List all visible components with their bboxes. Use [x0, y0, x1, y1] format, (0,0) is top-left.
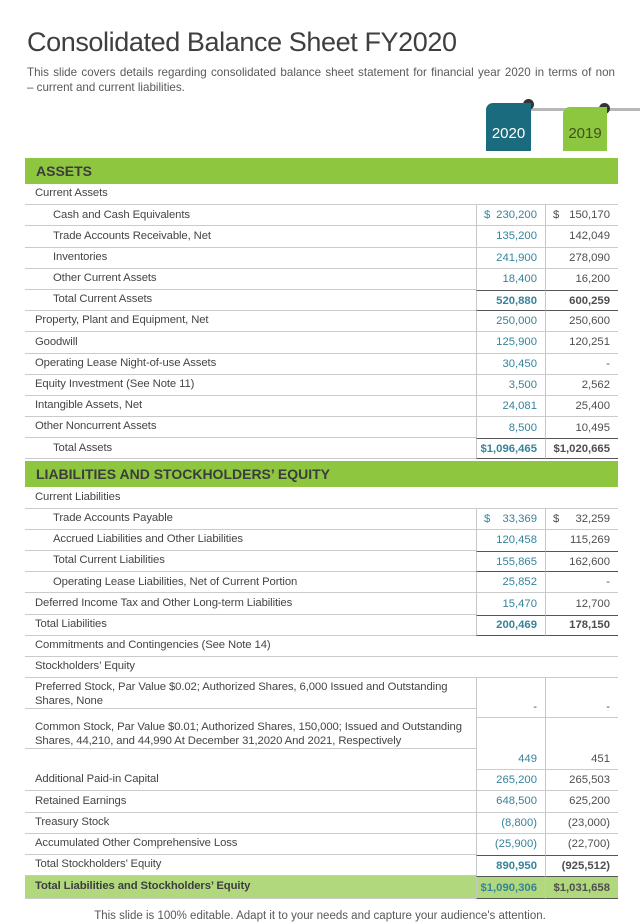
balance-sheet-table — [25, 158, 618, 899]
value-2020 — [476, 636, 545, 657]
dollar-sign: $ — [553, 512, 560, 525]
row-label: Current Assets — [25, 184, 476, 205]
table-row — [25, 290, 618, 311]
value-2020: 200,469 — [476, 615, 545, 636]
row-label: Accumulated Other Comprehensive Loss — [25, 834, 476, 855]
value-2019 — [545, 184, 618, 205]
row-label: Total Stockholders’ Equity — [25, 855, 476, 876]
value-2019 — [545, 636, 618, 657]
value-2020: 648,500 — [476, 791, 545, 812]
value-2020: (25,900) — [476, 834, 545, 855]
year-tab-2020-label: 2020 — [491, 125, 526, 142]
table-row — [25, 615, 618, 636]
amount: 150,170 — [569, 209, 610, 222]
table-row — [25, 813, 618, 834]
table-row — [25, 226, 618, 247]
table-row — [25, 551, 618, 572]
value-2020: 250,000 — [476, 311, 545, 332]
dollar-sign: $ — [553, 209, 560, 222]
value-2020 — [476, 205, 545, 226]
value-2020 — [476, 487, 545, 508]
row-label: Accrued Liabilities and Other Liabilities — [25, 530, 476, 551]
table-row — [25, 509, 618, 530]
value-2019: 16,200 — [545, 269, 618, 290]
row-label: Other Current Assets — [25, 269, 476, 290]
table-row — [25, 332, 618, 353]
value-2020: 3,500 — [476, 375, 545, 396]
value-2019: 115,269 — [545, 530, 618, 551]
table-row — [25, 593, 618, 614]
table-row — [25, 678, 618, 718]
value-2020: 890,950 — [476, 855, 545, 876]
table-row — [25, 572, 618, 593]
table-row — [25, 269, 618, 290]
value-2020 — [476, 509, 545, 530]
row-label: Total Liabilities and Stockholders’ Equity — [25, 876, 476, 899]
value-2019 — [545, 205, 618, 226]
dollar-sign: $ — [484, 209, 491, 222]
value-2019: 162,600 — [545, 551, 618, 572]
table-row — [25, 375, 618, 396]
row-label: Total Liabilities — [25, 615, 476, 636]
table-row — [25, 530, 618, 551]
row-label: Operating Lease Liabilities, Net of Current Portion — [25, 572, 476, 593]
value-2019: 2,562 — [545, 375, 618, 396]
row-label: Total Current Assets — [25, 290, 476, 311]
table-row — [25, 718, 618, 770]
row-label: Deferred Income Tax and Other Long-term Liabilities — [25, 593, 476, 614]
row-label: Other Noncurrent Assets — [25, 417, 476, 438]
value-2020: 241,900 — [476, 248, 545, 269]
liabilities-header-bar: LIABILITIES AND STOCKHOLDERS’ EQUITY — [25, 461, 618, 487]
table-row — [25, 396, 618, 417]
value-2019: - — [545, 354, 618, 375]
value-2020 — [476, 657, 545, 678]
value-2019: (23,000) — [545, 813, 618, 834]
assets-header-bar: ASSETS — [25, 158, 618, 184]
value-2020: 15,470 — [476, 593, 545, 614]
value-2019: 451 — [545, 718, 618, 770]
value-2020: $1,096,465 — [476, 438, 545, 459]
value-2019: 25,400 — [545, 396, 618, 417]
table-row — [25, 487, 618, 508]
value-2019: 142,049 — [545, 226, 618, 247]
row-label: Operating Lease Night-of-use Assets — [25, 354, 476, 375]
row-label: Additional Paid-in Capital — [25, 770, 476, 791]
row-label: Stockholders’ Equity — [25, 657, 476, 678]
year-tab-2019-label: 2019 — [568, 125, 602, 142]
value-2019: 10,495 — [545, 417, 618, 438]
table-row — [25, 770, 618, 791]
value-2019: - — [545, 572, 618, 593]
value-2020: 25,852 — [476, 572, 545, 593]
row-label: Preferred Stock, Par Value $0.02; Authorized Shares, 6,000 Issued and Outstanding Shares, None — [25, 678, 476, 709]
row-label: Commitments and Contingencies (See Note 14) — [25, 636, 476, 657]
amount: 33,369 — [502, 512, 537, 525]
page-subtitle — [27, 66, 615, 95]
value-2020: (8,800) — [476, 813, 545, 834]
table-row — [25, 311, 618, 332]
row-label: Goodwill — [25, 332, 476, 353]
value-2020: 449 — [476, 718, 545, 770]
table-row — [25, 834, 618, 855]
row-label: Retained Earnings — [25, 791, 476, 812]
table-row — [25, 657, 618, 678]
value-2020: 155,865 — [476, 551, 545, 572]
value-2020: - — [476, 678, 545, 718]
table-row — [25, 354, 618, 375]
subtitle-line-2: – current and current liabilities. — [27, 80, 185, 94]
amount: 230,200 — [496, 209, 537, 222]
footer-note: This slide is 100% editable. Adapt it to your needs and capture your audience's attention. — [94, 910, 546, 922]
value-2019: $1,020,665 — [545, 438, 618, 459]
value-2020: 125,900 — [476, 332, 545, 353]
liabilities-rows — [25, 487, 618, 899]
year-tab-2019 — [563, 107, 607, 151]
value-2019: 265,503 — [545, 770, 618, 791]
row-label: Inventories — [25, 248, 476, 269]
value-2019 — [545, 657, 618, 678]
table-row — [25, 417, 618, 438]
value-2019: 278,090 — [545, 248, 618, 269]
value-2019: 600,259 — [545, 290, 618, 311]
row-label: Total Assets — [25, 438, 476, 459]
row-label: Property, Plant and Equipment, Net — [25, 311, 476, 332]
value-2019: 625,200 — [545, 791, 618, 812]
value-2020: 8,500 — [476, 417, 545, 438]
page-title: Consolidated Balance Sheet FY2020 — [27, 27, 457, 57]
value-2019: (925,512) — [545, 855, 618, 876]
row-label: Trade Accounts Payable — [25, 509, 476, 530]
year-tab-2020 — [486, 103, 531, 151]
value-2020: 265,200 — [476, 770, 545, 791]
row-label: Total Current Liabilities — [25, 551, 476, 572]
dollar-sign: $ — [484, 512, 491, 525]
value-2020: 135,200 — [476, 226, 545, 247]
row-label: Common Stock, Par Value $0.01; Authorized Shares, 150,000; Issued and Outstanding Shares, 44,210, and 44,990 At December 31,2020 And 2021, Respectively — [25, 718, 476, 749]
row-label: Trade Accounts Receivable, Net — [25, 226, 476, 247]
value-2019: $1,031,658 — [545, 876, 618, 899]
table-row — [25, 184, 618, 205]
table-row — [25, 636, 618, 657]
amount: 32,259 — [575, 512, 610, 525]
value-2020 — [476, 184, 545, 205]
table-row — [25, 855, 618, 876]
table-row — [25, 438, 618, 459]
value-2019: 120,251 — [545, 332, 618, 353]
subtitle-line-1: This slide covers details regarding consolidated balance sheet statement for financial year 2020 in terms of non — [27, 66, 615, 79]
value-2019: 250,600 — [545, 311, 618, 332]
value-2019: 178,150 — [545, 615, 618, 636]
table-row — [25, 876, 618, 899]
value-2020: $1,090,306 — [476, 876, 545, 899]
value-2020: 520,880 — [476, 290, 545, 311]
table-row — [25, 205, 618, 226]
table-row — [25, 248, 618, 269]
value-2019: - — [545, 678, 618, 718]
row-label: Current Liabilities — [25, 487, 476, 508]
assets-rows — [25, 184, 618, 459]
value-2020: 18,400 — [476, 269, 545, 290]
value-2020: 120,458 — [476, 530, 545, 551]
value-2019: 12,700 — [545, 593, 618, 614]
row-label: Cash and Cash Equivalents — [25, 205, 476, 226]
row-label: Treasury Stock — [25, 813, 476, 834]
row-label: Intangible Assets, Net — [25, 396, 476, 417]
table-row — [25, 791, 618, 812]
value-2019 — [545, 509, 618, 530]
value-2020: 24,081 — [476, 396, 545, 417]
value-2019 — [545, 487, 618, 508]
row-label: Equity Investment (See Note 11) — [25, 375, 476, 396]
value-2019: (22,700) — [545, 834, 618, 855]
value-2020: 30,450 — [476, 354, 545, 375]
